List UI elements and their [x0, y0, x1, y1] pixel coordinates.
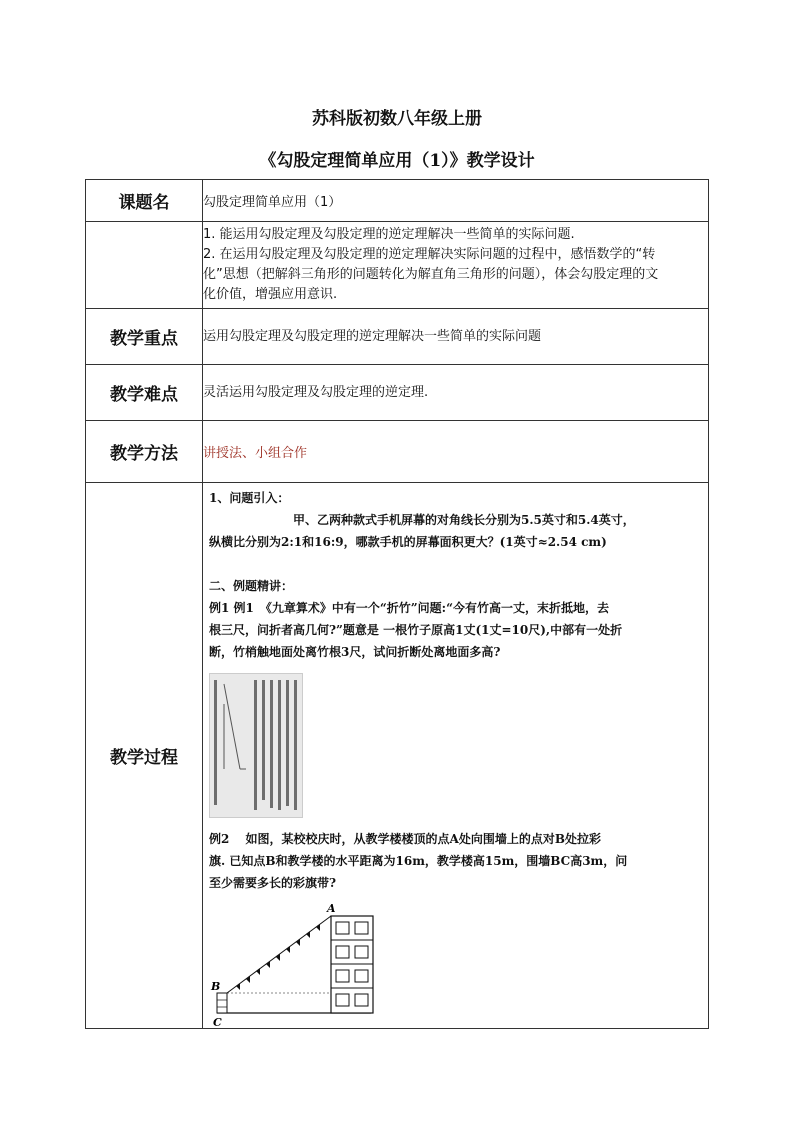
goal-line-3: 化”思想（把解斜三角形的问题转化为解直角三角形的问题），体会勾股定理的文	[203, 267, 659, 282]
key-point-label: 教学重点	[86, 309, 203, 365]
examples-heading: 二、例题精讲：	[209, 579, 294, 593]
goals-label	[86, 222, 203, 309]
goal-line-4: 化价值，增强应用意识.	[203, 287, 338, 302]
goals-value	[203, 222, 709, 309]
difficulty-value: 灵活运用勾股定理及勾股定理的逆定理.	[203, 365, 709, 421]
row-key-point	[86, 309, 709, 365]
method-value: 讲授法、小组合作	[203, 421, 709, 483]
row-process	[86, 483, 709, 1029]
topic-value: 勾股定理简单应用（1）	[203, 180, 709, 222]
intro-heading: 1、问题引入：	[209, 491, 290, 505]
process-label: 教学过程	[86, 483, 203, 1029]
document-subtitle: 《勾股定理简单应用（1）》教学设计	[259, 151, 535, 171]
key-point-value: 运用勾股定理及勾股定理的逆定理解决一些简单的实际问题	[203, 309, 709, 365]
point-c-label: C	[213, 1016, 222, 1028]
row-method	[86, 421, 709, 483]
point-b-label: B	[211, 980, 221, 993]
difficulty-label: 教学难点	[86, 365, 203, 421]
intro-line-1: 甲、乙两种款式手机屏幕的对角线长分别为5.5英寸和5.4英寸，	[293, 513, 635, 527]
ancient-text-scan-image	[209, 673, 303, 818]
example2-line-1: 例2 如图，某校校庆时，从教学楼楼顶的点A处向围墙上的点对B处拉彩	[209, 832, 601, 846]
example2-line-2: 旗. 已知点B和教学楼的水平距离为16m，教学楼高15m，围墙BC高3m，问	[209, 854, 628, 868]
example1-line-3: 断，竹梢触地面处离竹根3尺，试问折断处离地面多高?	[209, 645, 501, 659]
document-title: 苏科版初数八年级上册	[312, 109, 482, 129]
method-label: 教学方法	[86, 421, 203, 483]
example1-line-2: 根三尺，问折者高几何?”题意是 一根竹子原高1丈(1丈=10尺),中部有一处折	[209, 623, 623, 637]
goal-line-1: 1. 能运用勾股定理及勾股定理的逆定理解决一些简单的实际问题.	[203, 227, 575, 242]
lesson-plan-table	[85, 179, 709, 1029]
example1-line-1: 例1 例1 《九章算术》中有一个“折竹”问题:“今有竹高一丈，末折抵地，去	[209, 601, 610, 615]
goal-line-2: 2. 在运用勾股定理及勾股定理的逆定理解决实际问题的过程中，感悟数学的“转	[203, 247, 656, 262]
row-difficulty	[86, 365, 709, 421]
example2-line-3: 至少需要多长的彩旗带?	[209, 876, 337, 890]
row-topic	[86, 180, 709, 222]
point-a-label: A	[327, 902, 336, 915]
process-content	[203, 483, 709, 1029]
row-goals	[86, 222, 709, 309]
topic-label: 课题名	[86, 180, 203, 222]
building-flag-diagram	[209, 900, 379, 1028]
intro-line-2: 纵横比分别为2:1和16:9，哪款手机的屏幕面积更大？(1英寸≈2.54 cm)	[209, 535, 607, 549]
